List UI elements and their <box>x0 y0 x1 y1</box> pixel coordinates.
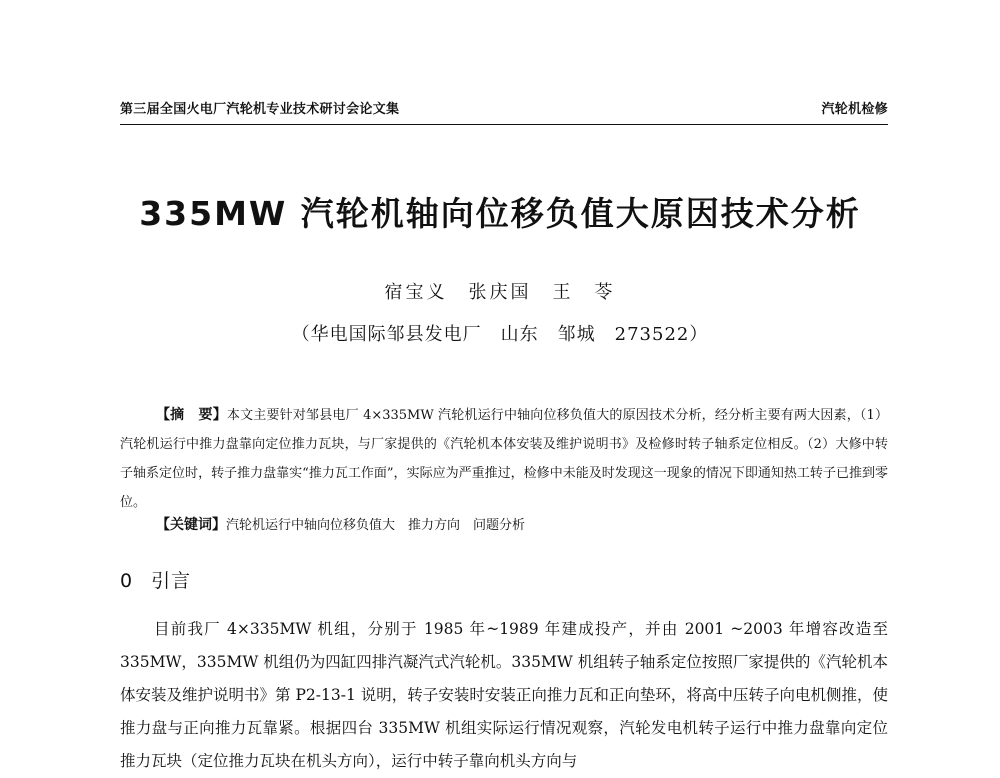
section-heading <box>120 566 191 593</box>
header-section-title: 汽轮机检修 <box>821 102 888 117</box>
abstract-label: 【摘 要】 <box>156 407 227 423</box>
section-number: 0 <box>120 570 134 592</box>
section-title: 引言 <box>151 570 192 592</box>
keywords-text: 汽轮机运行中轴向位移负值大 推力方向 问题分析 <box>226 518 526 533</box>
paper-title: 335MW 汽轮机轴向位移负值大原因技术分析 <box>139 194 861 233</box>
author-affiliation: （华电国际邹县发电厂 山东 邹城 273522） <box>291 324 709 345</box>
running-header <box>120 98 888 117</box>
body-text <box>120 613 888 778</box>
author-list: 宿宝义 张庆国 王 苓 <box>384 282 616 303</box>
keywords <box>120 511 888 540</box>
header-proceedings-title: 第三届全国火电厂汽轮机专业技术研讨会论文集 <box>120 102 400 117</box>
body-paragraph: 目前我厂 4×335MW 机组，分别于 1985 年~1989 年建成投产，并由 2001 ~2003 年增容改造至 335MW，335MW 机组仍为四缸四排汽凝汽式汽轮机。335MW 机组转子轴系定位按照厂家提供的《汽轮机本体安装及维护说明书》第 P2-13-1 说明，转子安装时安装正向推力瓦和正向垫环，将高中压转子向电机侧推，使推力盘与正向推力瓦靠紧。根据四台 335MW 机组实际运行情况观察，汽轮发电机转子运行中推力盘靠向定位推力瓦块（定位推力瓦块在机头方向），运行中转子靠向机头方向与 <box>120 620 888 770</box>
header-rule <box>120 124 888 125</box>
abstract <box>120 401 888 517</box>
abstract-text: 本文主要针对邹县电厂 4×335MW 汽轮机运行中轴向位移负值大的原因技术分析，经分析主要有两大因素，（1）汽轮机运行中推力盘靠向定位推力瓦块，与厂家提供的《汽轮机本体安装及维护说明书》及检修时转子轴系定位相反。（2）大修中转子轴系定位时，转子推力盘靠实“推力瓦工作面”，实际应为严重推过，检修中未能及时发现这一现象的情况下即通知热工转子已推到零位。 <box>120 408 889 510</box>
keywords-label: 【关键词】 <box>156 517 226 533</box>
